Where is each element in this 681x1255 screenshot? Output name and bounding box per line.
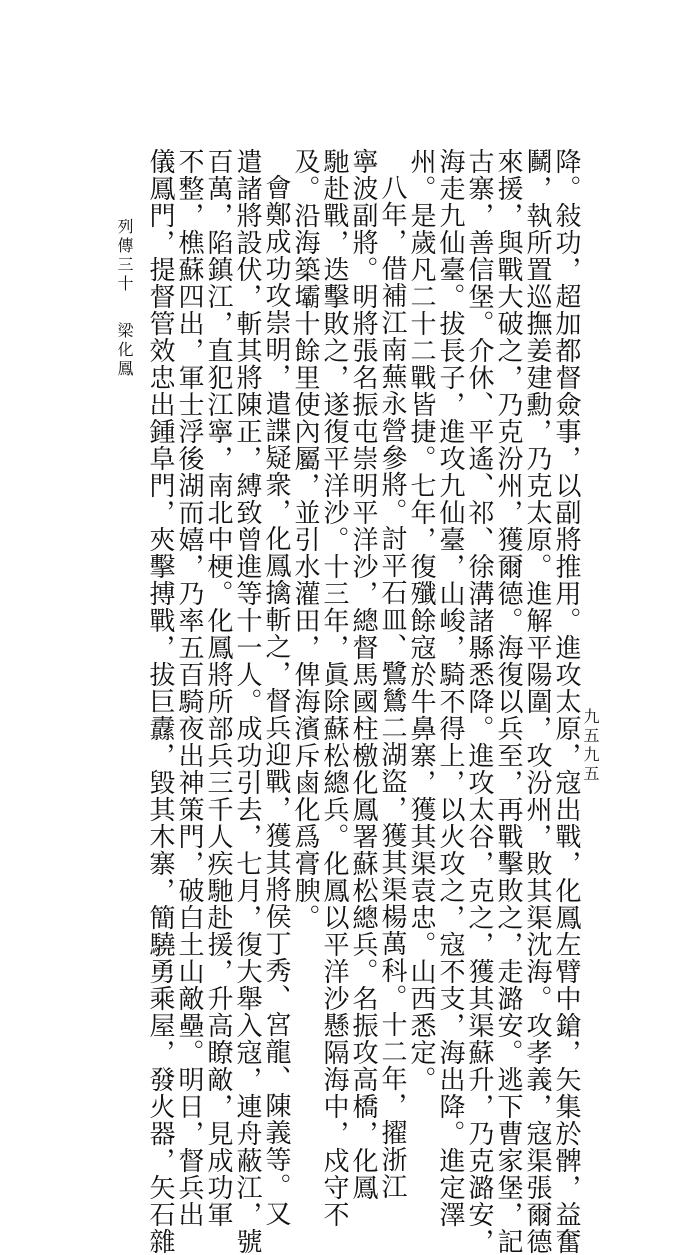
text-column-8: 寧波副將。明將張名振屯崇明平洋沙，總督馬國柱檄化鳳署蘇松總兵。名振攻高橋，化鳳 (348, 148, 378, 1201)
text-column-1: 降。敍功，超加都督僉事，以副將推用。進攻太原，寇出戰，化鳳左臂中鎗，矢集於髀，益奮 (551, 148, 581, 1255)
text-column-6: 州。是歲凡二十二戰皆捷。七年，復殲餘寇於牛鼻寨，獲其渠袁忠。山西悉定。 (406, 148, 436, 1093)
text-column-10: 及。沿海築壩十餘里使內屬，並引水灌田，俾海濱斥鹵化爲膏腴。 (290, 148, 320, 931)
text-column-2: 鬭，執所置巡撫姜建勳，乃克太原。進解平陽圍，攻汾州，敗其渠沈海。攻孝義，寇渠張爾德 (522, 148, 552, 1255)
text-column-13: 百萬，陷鎮江，直犯江寧，南北中梗。化鳳將所部兵三千人疾馳赴援，升高瞭敵，見成功軍 (203, 148, 233, 1228)
text-column-12: 遣諸將設伏，斬其將陳正，縛致曾進等十一人。成功引去，七月，復大舉入寇，連舟蔽江，號 (232, 148, 262, 1255)
text-column-7: 八年，借補江南蕪永營參將。討平石皿、鷺鷥二湖盜，獲其渠楊萬科。十二年，擢浙江 (377, 174, 407, 1200)
chapter-header: 列傳三十 (115, 218, 134, 294)
text-column-3: 來援，與戰大破之，乃克汾州，獲爾德。海復以兵至，再戰擊敗之，走潞安。逃下曹家堡，記 (493, 148, 523, 1255)
text-column-9: 馳赴戰，迭擊敗之，遂復平洋沙。十三年，眞除蘇松總兵。化鳳以平洋沙懸隔海中，戍守不 (319, 148, 349, 1228)
page-number: 九五九五 (581, 708, 600, 784)
text-column-14: 不整，樵蘇四出，軍士浮後湖而嬉，乃率五百騎夜出神策門，破白土山敵壘。明日，督兵出 (174, 148, 204, 1228)
text-column-15: 儀鳳門，提督管效忠出鍾阜門，夾擊搏戰，拔巨纛，毀其木寨，簡驍勇乘屋，發火器，矢石雜 (145, 148, 175, 1255)
biography-name: 梁化鳳 (115, 322, 134, 379)
text-column-11: 會鄭成功攻崇明，遣諜疑衆，化鳳擒斬之，督兵迎戰，獲其將侯丁秀、宮龍、陳義等。又 (261, 174, 291, 1227)
text-column-4: 古寨，善信堡。介休、平遙、祁、徐溝諸縣悉降。進攻太谷，克之，獲其渠蘇升，乃克潞安， (464, 148, 494, 1255)
text-column-5: 海走九仙臺。拔長子，進攻九仙臺，山峻，騎不得上，以火攻之，寇不支，海出降。進定澤 (435, 148, 465, 1228)
